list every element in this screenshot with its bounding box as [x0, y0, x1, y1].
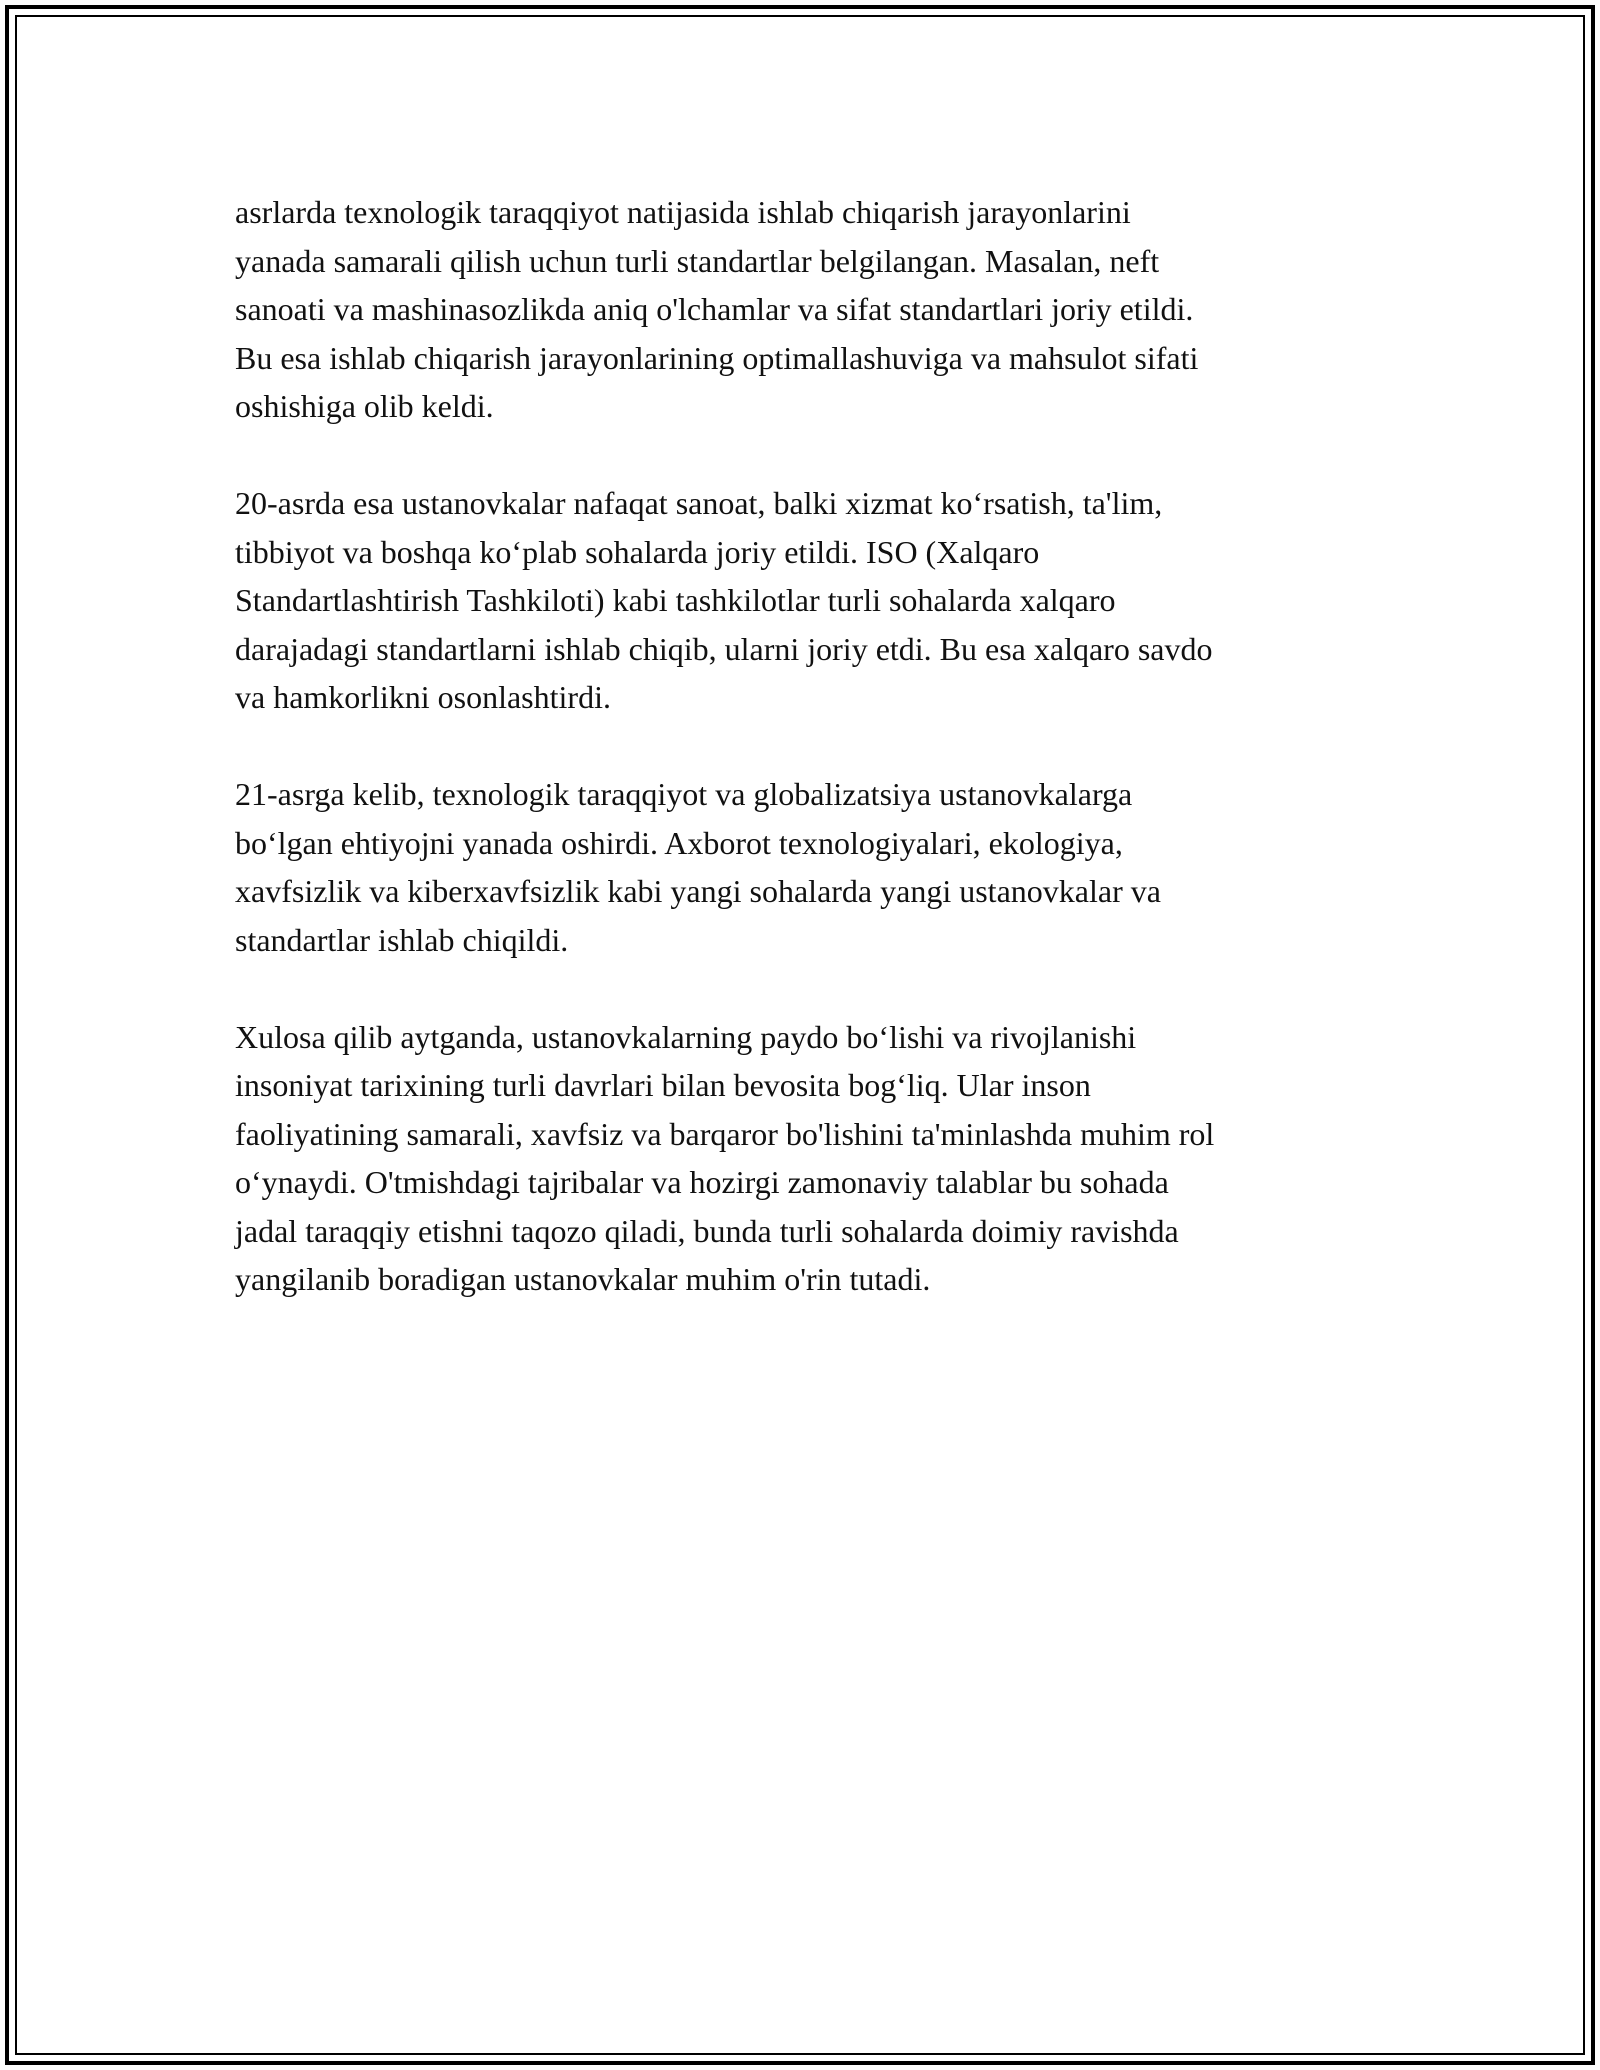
text-line: faoliyatining samarali, xavfsiz va barqaror bo'lishini ta'minlashda muhim rol — [235, 1115, 1215, 1152]
text-line: tibbiyot va boshqa ko‘plab sohalarda joriy etildi. ISO (Xalqaro — [235, 533, 1040, 570]
paragraph-1 — [235, 188, 1365, 431]
text-line: 20-asrda esa ustanovkalar nafaqat sanoat, balki xizmat ko‘rsatish, ta'lim, — [235, 485, 1163, 521]
paragraph-4 — [235, 1013, 1365, 1304]
text-line: o‘ynaydi. O'tmishdagi tajribalar va hozirgi zamonaviy talablar bu sohada — [235, 1164, 1169, 1200]
text-line: bo‘lgan ehtiyojni yanada oshirdi. Axborot texnologiyalari, ekologiya, — [235, 824, 1123, 861]
text-line: asrlarda texnologik taraqqiyot natijasida ishlab chiqarish jarayonlarini — [235, 194, 1131, 230]
text-line: 21-asrga kelib, texnologik taraqqiyot va globalizatsiya ustanovkalarga — [235, 776, 1133, 812]
text-line: jadal taraqqiy etishni taqozo qiladi, bunda turli sohalarda doimiy ravishda — [235, 1212, 1179, 1249]
text-line: Xulosa qilib aytganda, ustanovkalarning paydo bo‘lishi va rivojlanishi — [235, 1018, 1137, 1055]
text-line: xavfsizlik va kiberxavfsizlik kabi yangi sohalarda yangi ustanovkalar va — [235, 873, 1161, 909]
text-line: sanoati va mashinasozlikda aniq o'lchamlar va sifat standartlari joriy etildi. — [235, 291, 1194, 327]
text-line: va hamkorlikni osonlashtirdi. — [235, 679, 611, 715]
document-body — [235, 188, 1365, 1352]
text-line: darajadagi standartlarni ishlab chiqib, ularni joriy etdi. Bu esa xalqaro savdo — [235, 630, 1213, 667]
text-line: yangilanib boradigan ustanovkalar muhim o'rin tutadi. — [235, 1261, 931, 1297]
text-line: oshishiga olib keldi. — [235, 388, 494, 424]
text-line: Standartlashtirish Tashkiloti) kabi tashkilotlar turli sohalarda xalqaro — [235, 582, 1116, 618]
text-line: standartlar ishlab chiqildi. — [235, 921, 569, 958]
paragraph-3 — [235, 770, 1365, 964]
paragraph-2 — [235, 479, 1365, 722]
text-line: insoniyat tarixining turli davrlari bilan bevosita bog‘liq. Ular inson — [235, 1067, 1091, 1103]
text-line: Bu esa ishlab chiqarish jarayonlarining optimallashuviga va mahsulot sifati — [235, 339, 1199, 376]
text-line: yanada samarali qilish uchun turli standartlar belgilangan. Masalan, neft — [235, 242, 1160, 279]
